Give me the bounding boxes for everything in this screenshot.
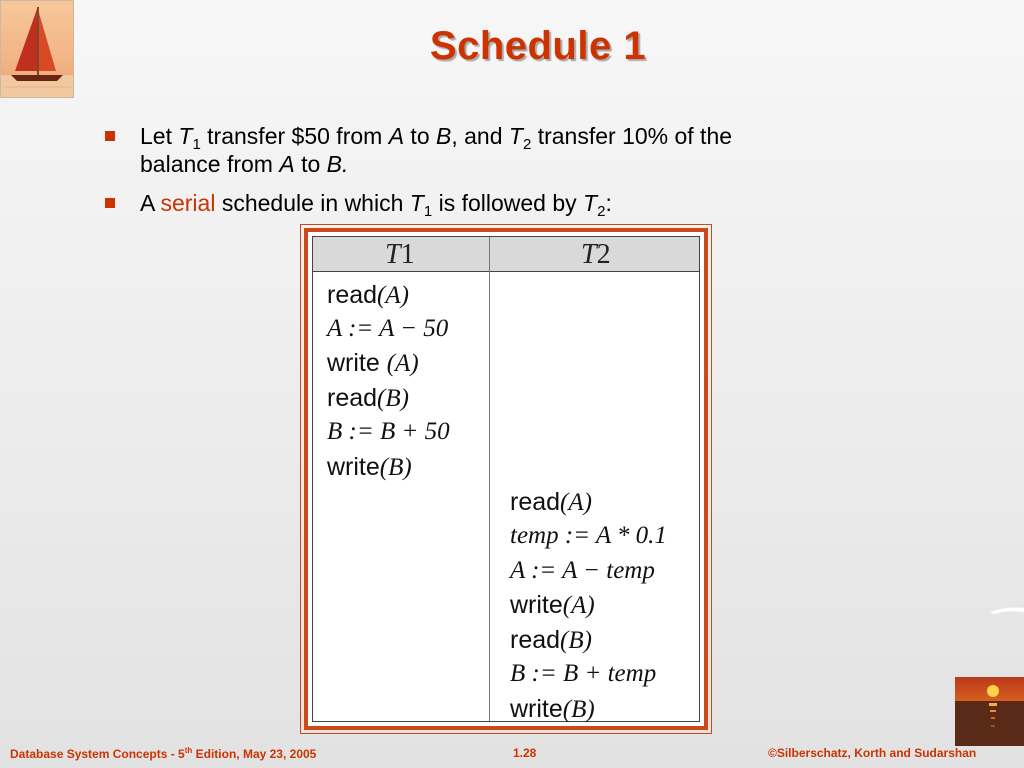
schedule-table-body [312,236,700,722]
footer-page-number: 1.28 [513,746,537,760]
t2-op: A := A − temp [510,557,655,584]
column-header-t2: T2 [581,239,611,270]
t1-op: write (A) [327,349,419,377]
footer-book-info: Database System Concepts - 5th Edition, May 23, 2005 [10,746,317,761]
t2-op: temp := A * 0.1 [510,522,667,549]
decorative-swoosh [990,604,1024,622]
t2-op: write(A) [510,591,595,619]
square-bullet-icon [105,131,115,141]
t1-op: read(B) [327,384,409,412]
sunset-logo [955,677,1024,746]
t2-op: B := B + temp [510,660,657,687]
t1-op: B := B + 50 [327,418,450,445]
square-bullet-icon [105,198,115,208]
t2-op: write(B) [510,695,595,723]
t2-op: read(B) [510,626,592,654]
t1-op: write(B) [327,453,412,481]
column-header-t1: T1 [385,239,415,270]
bullet-item: Let $T_1$ transfer $50 from A to B, and $T_2$ transfer 10% of the balance from A to B. [100,122,900,178]
page-title: Schedule 1 [429,24,647,68]
t1-op: read(A) [327,281,409,309]
t2-op: read(A) [510,488,592,516]
footer-copyright: ©Silberschatz, Korth and Sudarshan [768,746,977,760]
schedule-table [304,228,708,730]
table-header [313,237,699,272]
t1-op: A := A − 50 [327,315,449,342]
bullet-list [100,122,900,228]
bullet-item: A serial schedule in which $T_1$ is followed by $T_2$: [100,189,900,217]
column-divider [489,237,490,721]
